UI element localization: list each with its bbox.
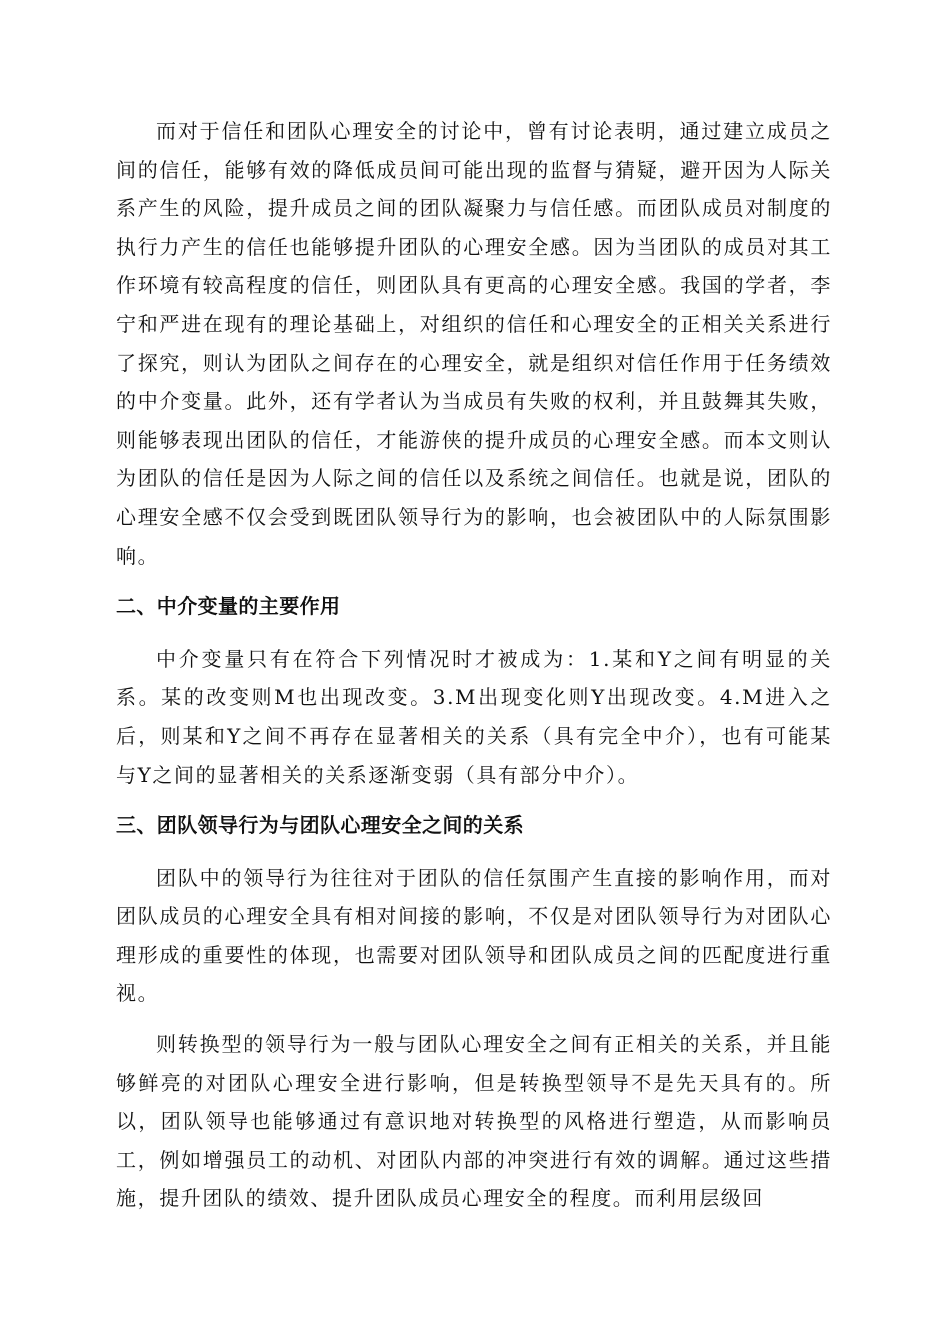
paragraph-leadership-influence: 团队中的领导行为往往对于团队的信任氛围产生直接的影响作用，而对团队成员的心理安全具有相对间接的影响，不仅是对团队领导行为对团队心理形成的重要性的体现，也需要对团队领导和团队成员之间的匹配度进行重视。 [116,865,832,1006]
paragraph-mediator-conditions: 中介变量只有在符合下列情况时才被成为：1.某和Y之间有明显的关系。某的改变则M也出现改变。3.M出现变化则Y出现改变。4.M进入之后，则某和Y之间不再存在显著相关的关系（具有完全中介），也有可能某与Y之间的显著相关的关系逐渐变弱（具有部分中介）。 [116,646,832,787]
paragraph-transformational-leadership: 则转换型的领导行为一般与团队心理安全之间有正相关的关系，并且能够鲜亮的对团队心理安全进行影响，但是转换型领导不是先天具有的。所以，团队领导也能够通过有意识地对转换型的风格进行塑造，从而影响员工，例如增强员工的动机、对团队内部的冲突进行有效的调解。通过这些措施，提升团队的绩效、提升团队成员心理安全的程度。而利用层级回 [116,1032,832,1211]
section-heading-leadership: 三、团队领导行为与团队心理安全之间的关系 [116,813,524,838]
section-heading-mediator: 二、中介变量的主要作用 [116,594,341,619]
document-page [116,112,832,1230]
paragraph-trust-psychological-safety: 而对于信任和团队心理安全的讨论中，曾有讨论表明，通过建立成员之间的信任，能够有效的降低成员间可能出现的监督与猜疑，避开因为人际关系产生的风险，提升成员之间的团队凝聚力与信任感。而团队成员对制度的执行力产生的信任也能够提升团队的心理安全感。因为当团队的成员对其工作环境有较高程度的信任，则团队具有更高的心理安全感。我国的学者，李宁和严进在现有的理论基础上，对组织的信任和心理安全的正相关关系进行了探究，则认为团队之间存在的心理安全，就是组织对信任作用于任务绩效的中介变量。此外，还有学者认为当成员有失败的权利，并且鼓舞其失败，则能够表现出团队的信任，才能游侠的提升成员的心理安全感。而本文则认为团队的信任是因为人际之间的信任以及系统之间信任。也就是说，团队的心理安全感不仅会受到既团队领导行为的影响，也会被团队中的人际氛围影响。 [116,119,832,568]
